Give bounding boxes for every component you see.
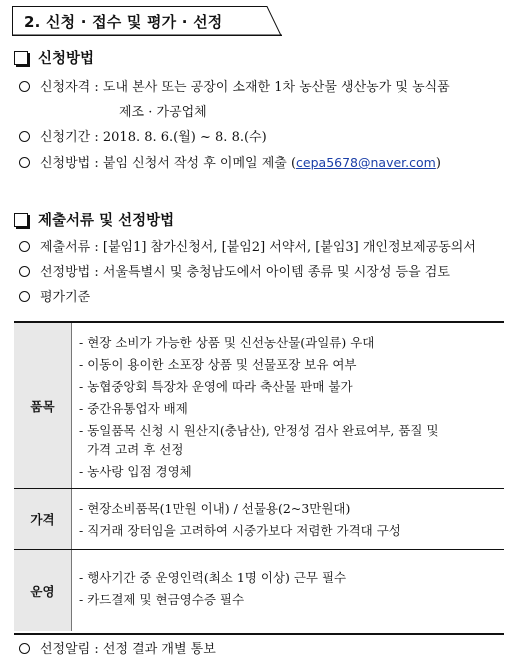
qualification-line bbox=[19, 79, 450, 97]
method-line bbox=[19, 154, 441, 173]
period-label: 신청기간 : bbox=[40, 130, 99, 145]
docs-label: 제출서류 : bbox=[40, 240, 99, 255]
docs-heading-text: 제출서류 및 선정방법 bbox=[38, 213, 175, 229]
apply-heading bbox=[12, 47, 94, 68]
notice-label: 선정알림 : bbox=[40, 642, 99, 657]
docs-line bbox=[19, 239, 476, 257]
selection-label: 선정방법 : bbox=[40, 265, 99, 280]
criteria-table bbox=[14, 321, 504, 635]
list-item: - 현장소비품목(1만원 이내) / 선물용(2~3만원대) bbox=[79, 501, 351, 516]
circle-bullet-icon bbox=[19, 81, 30, 92]
list-item: - 농사랑 입점 경영체 bbox=[79, 464, 192, 479]
table-row bbox=[14, 323, 504, 488]
email-close-paren: ) bbox=[435, 156, 441, 171]
list-item: - 농협중앙회 특장차 운영에 따라 축산물 판매 불가 bbox=[79, 379, 353, 394]
qualification-label: 신청자격 : bbox=[40, 80, 99, 95]
circle-bullet-icon bbox=[19, 291, 30, 302]
list-item: 가격 고려 후 선정 bbox=[79, 442, 184, 457]
period-line bbox=[19, 129, 267, 147]
selection-value: 서울특별시 및 충청남도에서 아이템 종류 및 시장성 등을 검토 bbox=[102, 265, 450, 280]
list-item: - 중간유통업자 배제 bbox=[79, 401, 188, 416]
criteria-label: 평가기준 bbox=[40, 290, 91, 305]
table-row bbox=[14, 489, 504, 549]
list-item: - 동일품목 신청 시 원산지(충남산), 안정성 검사 완료여부, 품질 및 bbox=[79, 423, 439, 438]
method-label: 신청방법 : bbox=[40, 156, 99, 171]
list-item: - 직거래 장터임을 고려하여 시중가보다 저렴한 가격대 구성 bbox=[79, 523, 401, 538]
list-item: - 현장 소비가 가능한 상품 및 신선농산물(과일류) 우대 bbox=[79, 335, 375, 350]
row-label-item: 품목 bbox=[14, 323, 72, 488]
row-label-operation: 운영 bbox=[14, 550, 72, 631]
method-value: 붙임 신청서 작성 후 이메일 제출 bbox=[102, 156, 287, 171]
circle-bullet-icon bbox=[19, 131, 30, 142]
checkbox-square-icon bbox=[14, 51, 28, 65]
apply-heading-text: 신청방법 bbox=[38, 51, 95, 67]
circle-bullet-icon bbox=[19, 643, 30, 654]
circle-bullet-icon bbox=[19, 241, 30, 252]
period-value: 2018. 8. 6.(월) ~ 8. 8.(수) bbox=[102, 130, 267, 145]
email-open-paren: ( bbox=[290, 156, 297, 171]
checkbox-square-icon bbox=[14, 213, 28, 227]
email-link[interactable]: cepa5678@naver.com bbox=[296, 155, 436, 170]
list-item: - 행사기간 중 운영인력(최소 1명 이상) 근무 필수 bbox=[79, 570, 347, 585]
row-label-price: 가격 bbox=[14, 489, 72, 549]
list-item: - 카드결제 및 현금영수증 필수 bbox=[79, 592, 245, 607]
selection-line bbox=[19, 264, 450, 282]
table-row bbox=[14, 550, 504, 631]
qualification-value: 도내 본사 또는 공장이 소재한 1차 농산물 생산농가 및 농식품 bbox=[102, 80, 450, 95]
docs-value: [붙임1] 참가신청서, [붙임2] 서약서, [붙임3] 개인정보제공동의서 bbox=[102, 240, 476, 255]
qualification-line-2: 제조 · 가공업체 bbox=[119, 105, 207, 120]
section-header bbox=[12, 6, 282, 36]
notice-value: 선정 결과 개별 통보 bbox=[102, 642, 216, 657]
circle-bullet-icon bbox=[19, 157, 30, 168]
list-item: - 이동이 용이한 소포장 상품 및 선물포장 보유 여부 bbox=[79, 357, 357, 372]
notice-line bbox=[19, 641, 216, 659]
docs-heading bbox=[12, 209, 174, 230]
criteria-line bbox=[19, 289, 90, 307]
circle-bullet-icon bbox=[19, 266, 30, 277]
section-title: 2. 신청 · 접수 및 평가 · 선정 bbox=[24, 13, 223, 31]
